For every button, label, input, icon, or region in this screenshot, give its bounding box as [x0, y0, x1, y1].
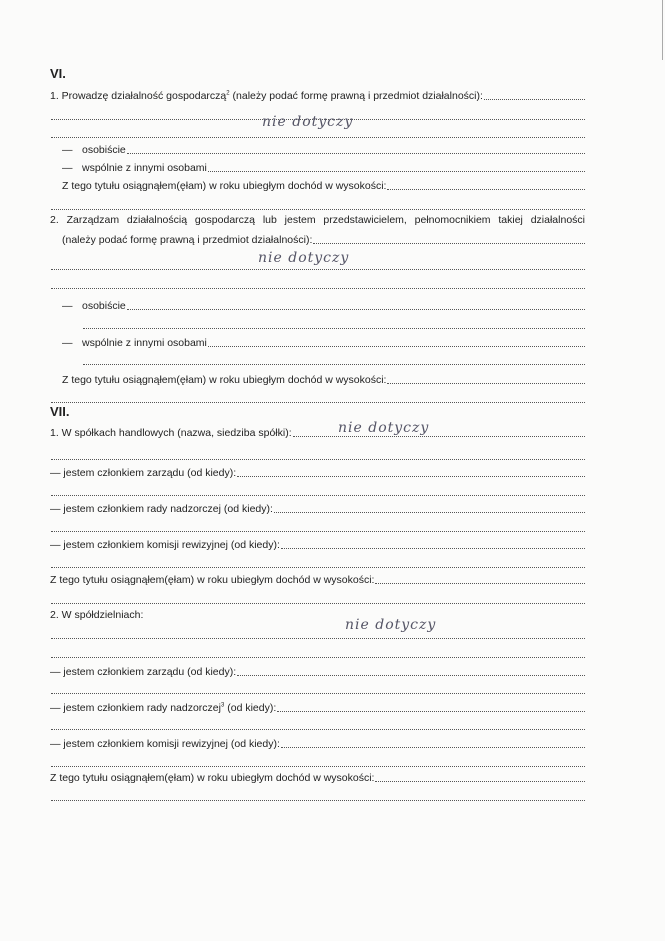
s6-q1-field[interactable]	[484, 98, 585, 100]
board-line[interactable]	[50, 484, 585, 498]
s7-q2-income-row	[50, 770, 585, 784]
supervisory-field[interactable]	[274, 511, 585, 513]
s7-q1-line[interactable]	[50, 448, 585, 462]
personally-field[interactable]	[127, 152, 585, 154]
s7-q2-line[interactable]	[50, 646, 585, 660]
audit-line[interactable]	[50, 755, 585, 769]
supervisory-line[interactable]	[50, 718, 585, 732]
personally-label: osobiście	[82, 144, 126, 156]
s6-q2-handwritten: nie dotyczy	[258, 250, 350, 266]
personally-label: osobiście	[82, 300, 126, 312]
s6-q1-income-row	[62, 178, 585, 192]
jointly-label: wspólnie z innymi osobami	[82, 337, 207, 349]
s7-q2-audit-row	[50, 736, 585, 750]
s7-q1-supervisory-row	[50, 501, 585, 515]
income-field[interactable]	[375, 582, 585, 584]
jointly-field[interactable]	[208, 345, 585, 347]
personally-line[interactable]	[82, 317, 585, 331]
s6-q1-income-line[interactable]	[50, 198, 585, 212]
s6-q2-jointly-row	[62, 335, 585, 349]
income-label: Z tego tytułu osiągnąłem(ęłam) w roku ubiegłym dochód w wysokości:	[50, 772, 375, 784]
s6-q1-label: 1. Prowadzę działalność gospodarczą$^2$ (należy podać formę prawną i przedmiot działalności):	[50, 90, 483, 102]
s7-q2-label: 2. W spółdzielniach:	[50, 609, 144, 621]
s6-q1-handwritten: nie dotyczy	[262, 114, 354, 130]
board-label: — jestem członkiem zarządu (od kiedy):	[50, 467, 237, 479]
section-vi-heading: VI.	[50, 66, 66, 81]
s6-q2-income-line[interactable]	[50, 391, 585, 405]
s6-q1-row	[50, 88, 585, 102]
s7-q1-income-row	[50, 572, 585, 586]
s7-q2-handwritten: nie dotyczy	[345, 617, 437, 633]
s7-q1-board-row	[50, 465, 585, 479]
audit-label: — jestem członkiem komisji rewizyjnej (od kiedy):	[50, 539, 280, 551]
audit-label: — jestem członkiem komisji rewizyjnej (od kiedy):	[50, 738, 280, 750]
income-field[interactable]	[387, 188, 585, 190]
audit-field[interactable]	[281, 746, 585, 748]
s7-q1-field[interactable]	[293, 435, 585, 437]
s6-q2-field[interactable]	[313, 242, 585, 244]
scan-edge	[662, 0, 663, 60]
s6-q2-row	[62, 232, 585, 246]
dash: —	[62, 162, 73, 174]
jointly-label: wspólnie z innymi osobami	[82, 162, 207, 174]
supervisory-line[interactable]	[50, 520, 585, 534]
s6-q2-line[interactable]	[50, 277, 585, 291]
jointly-field[interactable]	[208, 170, 585, 172]
section-vii-heading: VII.	[50, 404, 70, 419]
s6-q1-personally-row	[62, 142, 585, 156]
supervisory-label: — jestem członkiem rady nadzorczej (od kiedy):	[50, 503, 273, 515]
income-label: Z tego tytułu osiągnąłem(ęłam) w roku ubiegłym dochód w wysokości:	[62, 374, 387, 386]
s6-q2-line1: 2. Zarządzam działalnością gospodarczą lub jestem przedstawicielem, pełnomocnikiem takiej działalności	[50, 214, 585, 226]
dash: —	[62, 337, 73, 349]
s7-q1-audit-row	[50, 537, 585, 551]
board-field[interactable]	[237, 475, 585, 477]
supervisory-field[interactable]	[277, 710, 585, 712]
s7-q1-label: 1. W spółkach handlowych (nazwa, siedziba spółki):	[50, 427, 292, 439]
s7-q1-handwritten: nie dotyczy	[338, 420, 430, 436]
s6-q2-income-row	[62, 372, 585, 386]
s7-q2-board-row	[50, 664, 585, 678]
s6-q1-jointly-row	[62, 160, 585, 174]
personally-field[interactable]	[127, 308, 585, 310]
audit-line[interactable]	[50, 556, 585, 570]
s6-q2-personally-row	[62, 298, 585, 312]
board-field[interactable]	[237, 674, 585, 676]
jointly-line[interactable]	[82, 353, 585, 367]
s7-q2-line[interactable]	[50, 627, 585, 641]
income-label: Z tego tytułu osiągnąłem(ęłam) w roku ubiegłym dochód w wysokości:	[50, 574, 375, 586]
dash: —	[62, 144, 73, 156]
board-line[interactable]	[50, 682, 585, 696]
dash: —	[62, 300, 73, 312]
income-line[interactable]	[50, 789, 585, 803]
income-line[interactable]	[50, 592, 585, 606]
income-label: Z tego tytułu osiągnąłem(ęłam) w roku ubiegłym dochód w wysokości:	[62, 180, 387, 192]
board-label: — jestem członkiem zarządu (od kiedy):	[50, 666, 237, 678]
s7-q2-supervisory-row	[50, 700, 585, 714]
income-field[interactable]	[375, 780, 585, 782]
s7-q2-row	[50, 607, 585, 621]
income-field[interactable]	[387, 382, 585, 384]
s7-q1-row	[50, 425, 585, 439]
audit-field[interactable]	[281, 547, 585, 549]
s6-q2-label: (należy podać formę prawną i przedmiot działalności):	[62, 234, 313, 246]
supervisory-label: — jestem członkiem rady nadzorczej$^3$ (od kiedy):	[50, 702, 277, 714]
